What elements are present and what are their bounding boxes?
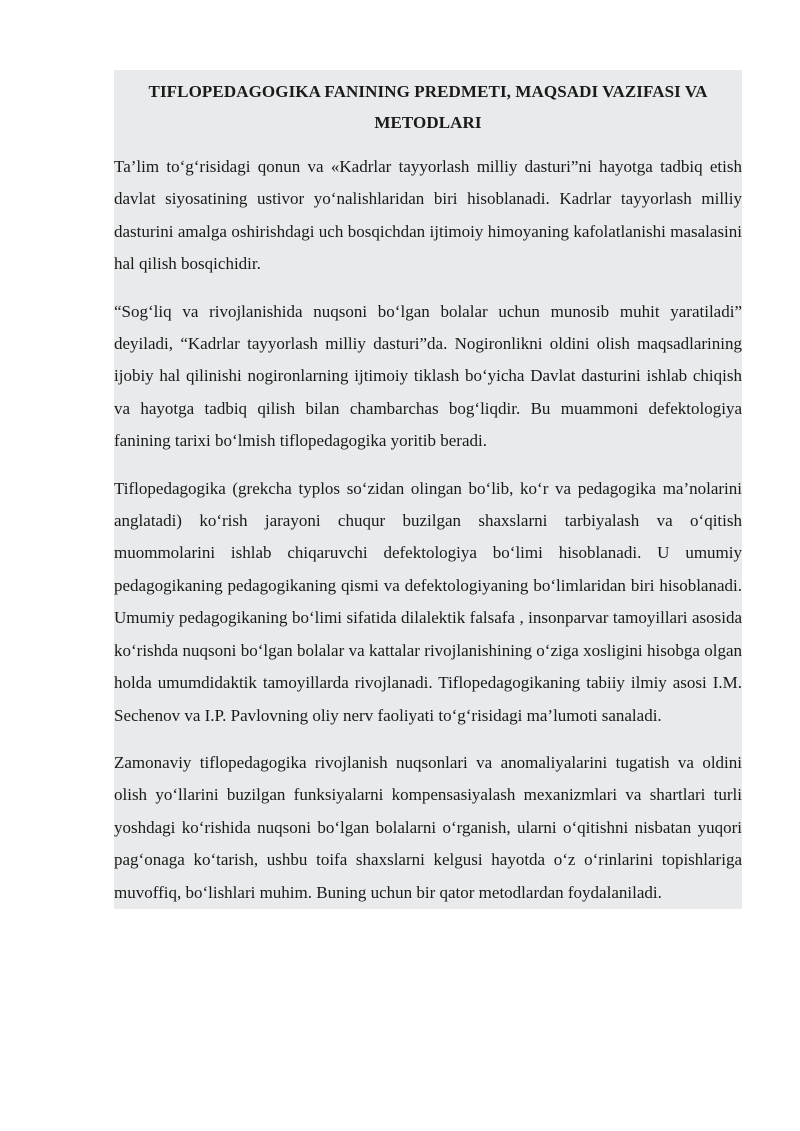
paragraph-2: “Sog‘liq va rivojlanishida nuqsoni bo‘lgan bolalar uchun munosib muhit yaratiladi” deyiladi, “Kadrlar tayyorlash milliy dasturi”da. Nogironlikni oldini olish maqsadlarining ijobiy hal qilinishi nogironlarning ijtimoiy tiklash bo‘yicha Davlat dasturini ishlab chiqish va hayotga tadbiq qilish bilan chambarchas bog‘liqdir. Bu muammoni defektologiya fanining tarixi bo‘lmish tiflopedagogika yoritib beradi.: [114, 301, 742, 451]
document-title: TIFLOPEDAGOGIKA FANINING PREDMETI, MAQSADI VAZIFASI VA METODLARI: [148, 82, 708, 132]
paragraph-3: Tiflopedagogika (grekcha typlos so‘zidan olingan bo‘lib, ko‘r va pedagogika ma’nolarini anglatadi) ko‘rish jarayoni chuqur buzilgan shaxslarni tarbiyalash va o‘qitish muommolarini ishlab chiqaruvchi defektologiya bo‘limi hisoblanadi. U umumiy pedagogikaning pedagogikaning qismi va defektologiyaning bo‘limlaridan biri hisoblanadi. Umumiy pedagogikaning bo‘limi sifatida dilalektik falsafa , insonparvar tamoyillari asosida ko‘rishda nuqsoni bo‘lgan bolalar va kattalar rivojlanishining o‘ziga xosligini hisobga olgan holda umumdidaktik tamoyillarda rivojlanadi. Tiflopedagogikaning tabiiy ilmiy asosi I.M. Sechenov va I.P. Pavlovning oliy nerv faoliyati to‘g‘risidagi ma’lumoti sanaladi.: [114, 478, 742, 725]
document-page: [114, 70, 742, 909]
paragraph-1: Ta’lim to‘g‘risidagi qonun va «Kadrlar tayyorlash milliy dasturi”ni hayotga tadbiq etish davlat siyosatining ustivor yo‘nalishlaridan biri hisoblanadi. Kadrlar tayyorlash milliy dasturini amalga oshirishdagi uch bosqichdan ijtimoiy himoyaning kafolatlanishi masalasini hal qilish bosqichidir.: [114, 157, 742, 274]
paragraph-4: Zamonaviy tiflopedagogika rivojlanish nuqsonlari va anomaliyalarini tugatish va oldini olish yo‘llarini buzilgan funksiyalarni kompensasiyalash mexanizmlari va shartlari turli yoshdagi ko‘rishida nuqsoni bo‘lgan bolalarni o‘rganish, ularni o‘qitishni nisbatan yuqori pag‘onaga ko‘tarish, ushbu toifa shaxslarni kelgusi hayotda o‘z o‘rinlarini topishlariga muvoffiq, bo‘lishlari muhim. Buning uchun bir qator metodlardan foydalaniladi.: [114, 752, 742, 902]
